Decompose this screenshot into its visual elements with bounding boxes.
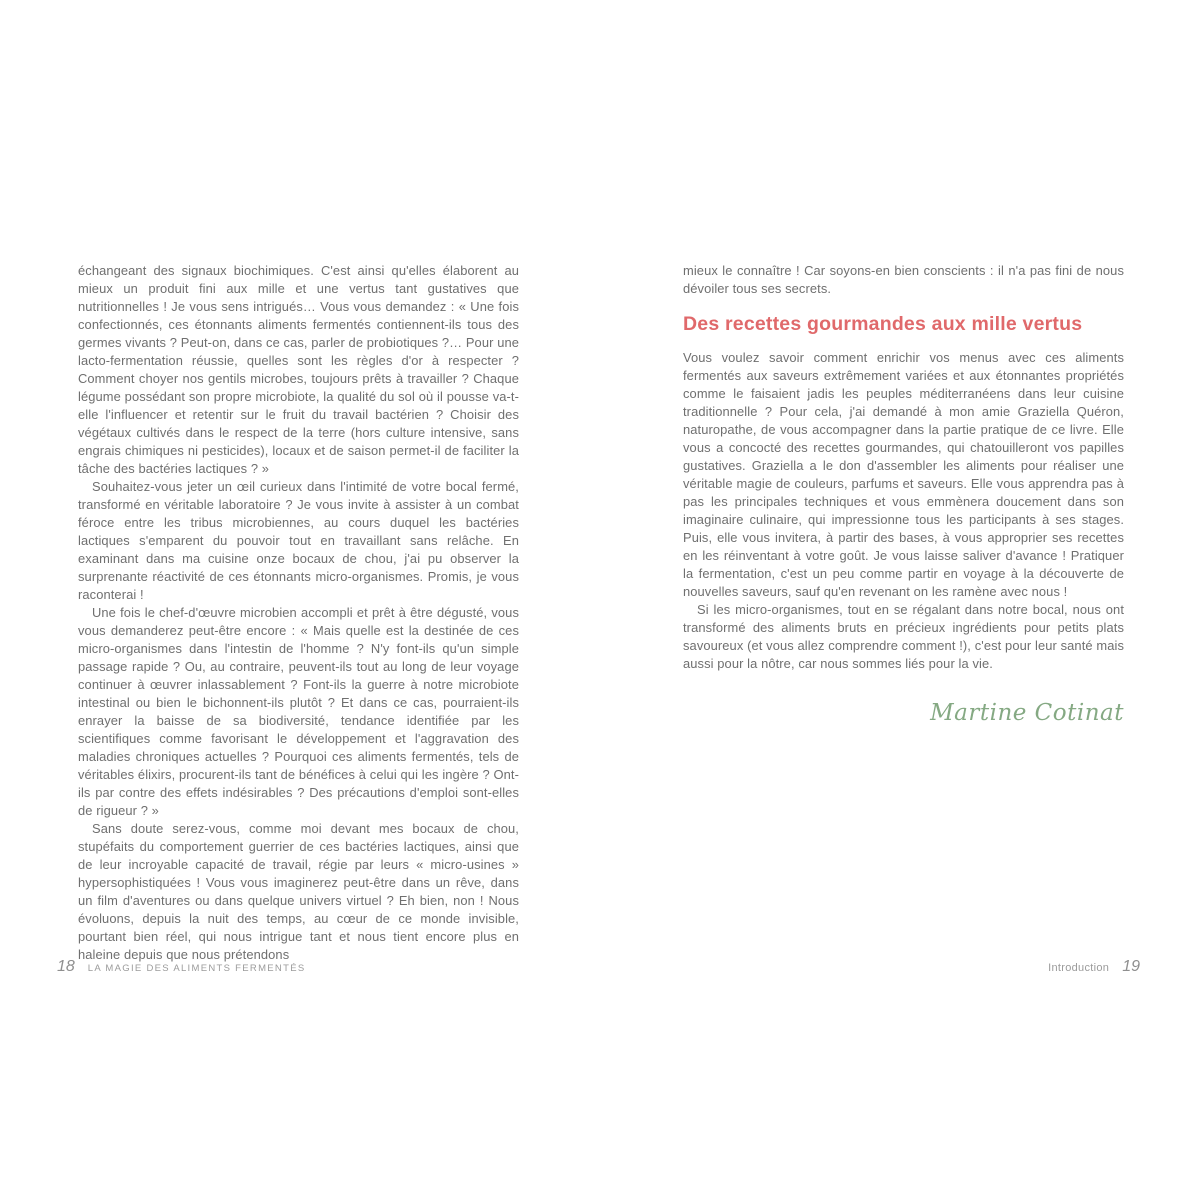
paragraph: échangeant des signaux biochimiques. C'est ainsi qu'elles élaborent au mieux un produit fini aux mille et une vertus tant gustatives que nutritionnelles ! Je vous sens intrigués… Vous vous demandez : « Une fois confectionnés, ces étonnants aliments fermentés contiennent-ils tous des germes vivants ? Peut-on, dans ce cas, parler de probiotiques ?… Pour une lacto-fermentation réussie, quelles sont les règles d'or à respecter ? Comment choyer nos gentils microbes, toujours prêts à travailler ? Chaque légume possédant son propre microbiote, la qualité du sol où il pousse va-t-elle l'influencer et retentir sur le fruit du travail bactérien ? Choisir des végétaux cultivés dans le respect de la terre (hors culture intensive, sans engrais chimiques ni pesticides), locaux et de saison permet-il de faciliter la tâche des bactéries lactiques ? »: [78, 263, 519, 476]
paragraph: Souhaitez-vous jeter un œil curieux dans l'intimité de votre bocal fermé, transformé en véritable laboratoire ? Je vous invite à assister à un combat féroce entre les tribus microbiennes, au cours duquel les bactéries lactiques s'emparent du pouvoir tout en travaillant sans relâche. En examinant dans ma cuisine onze bocaux de chou, j'ai pu observer la surprenante réactivité de ces étonnants micro-organismes. Promis, je vous raconterai !: [78, 479, 519, 602]
left-page-footer: [57, 958, 305, 976]
section-heading: Des recettes gourmandes aux mille vertus: [683, 313, 1083, 335]
chapter-title: Introduction: [1048, 962, 1110, 974]
left-page-text-column: [78, 262, 519, 964]
page-number-right: 19: [1122, 958, 1140, 975]
paragraph: Sans doute serez-vous, comme moi devant mes bocaux de chou, stupéfaits du comportement guerrier de ces bactéries lactiques, ainsi que de leur incroyable capacité de travail, régie par leurs « micro-usines » hypersophistiquées ! Vous vous imaginerez peut-être dans un rêve, dans un film d'aventures ou dans quelque univers virtuel ? Eh bien, non ! Nous évoluons, depuis la nuit des temps, au cœur de ce monde invisible, pourtant bien réel, qui nous intrigue tant et nous tient encore plus en haleine depuis que nous prétendons: [78, 821, 519, 962]
author-signature: Martine Cotinat: [930, 700, 1124, 726]
right-page-footer: [1048, 958, 1140, 976]
paragraph: mieux le connaître ! Car soyons-en bien conscients : il n'a pas fini de nous dévoiler tous ses secrets.: [683, 263, 1124, 296]
right-page-text-column: [683, 262, 1124, 727]
paragraph: Si les micro-organismes, tout en se régalant dans notre bocal, nous ont transformé des aliments bruts en précieux ingrédients pour petits plats savoureux (et vous allez comprendre comment !), c'est pour leur santé mais aussi pour la nôtre, car nous sommes liés pour la vie.: [683, 602, 1124, 671]
page-number-left: 18: [57, 958, 75, 975]
paragraph: Vous voulez savoir comment enrichir vos menus avec ces aliments fermentés aux saveurs extrêmement variées et aux étonnantes propriétés comme le faisaient jadis les peuples méditerranéens dans leur cuisine traditionnelle ? Pour cela, j'ai demandé à mon amie Graziella Quéron, naturopathe, de vous accompagner dans la partie pratique de ce livre. Elle vous a concocté des recettes gourmandes, qui chatouilleront vos papilles gustatives. Graziella a le don d'assembler les aliments pour réaliser une véritable magie de couleurs, parfums et saveurs. Elle vous apprendra pas à pas les principales techniques et vous emmènera doucement dans son imaginaire culinaire, qui impressionne tous les participants à ses stages. Puis, elle vous invitera, à partir des bases, à vous approprier ses recettes en les réinventant à votre goût. Je vous laisse saliver d'avance ! Pratiquer la fermentation, c'est un peu comme partir en voyage à la découverte de nouvelles saveurs, sauf qu'en revenant on les ramène avec nous !: [683, 350, 1124, 599]
running-title: LA MAGIE DES ALIMENTS FERMENTÉS: [87, 963, 306, 974]
paragraph: Une fois le chef-d'œuvre microbien accompli et prêt à être dégusté, vous vous demanderez peut-être encore : « Mais quelle est la destinée de ces micro-organismes dans l'intestin de l'homme ? N'y font-ils qu'un simple passage rapide ? Ou, au contraire, peuvent-ils tout au long de leur voyage continuer à œuvrer inlassablement ? Font-ils la guerre à notre microbiote intestinal ou bien le bichonnent-ils plutôt ? Et dans ce cas, pourraient-ils enrayer la baisse de sa biodiversité, tendance identifiée par les scientifiques comme favorisant le développement et l'aggravation des maladies chroniques actuelles ? Pourquoi ces aliments fermentés, tels de véritables élixirs, procurent-ils tant de bénéfices à celui qui les ingère ? Ont-ils par contre des effets indésirables ? Des précautions d'emploi sont-elles de rigueur ? »: [78, 605, 519, 818]
